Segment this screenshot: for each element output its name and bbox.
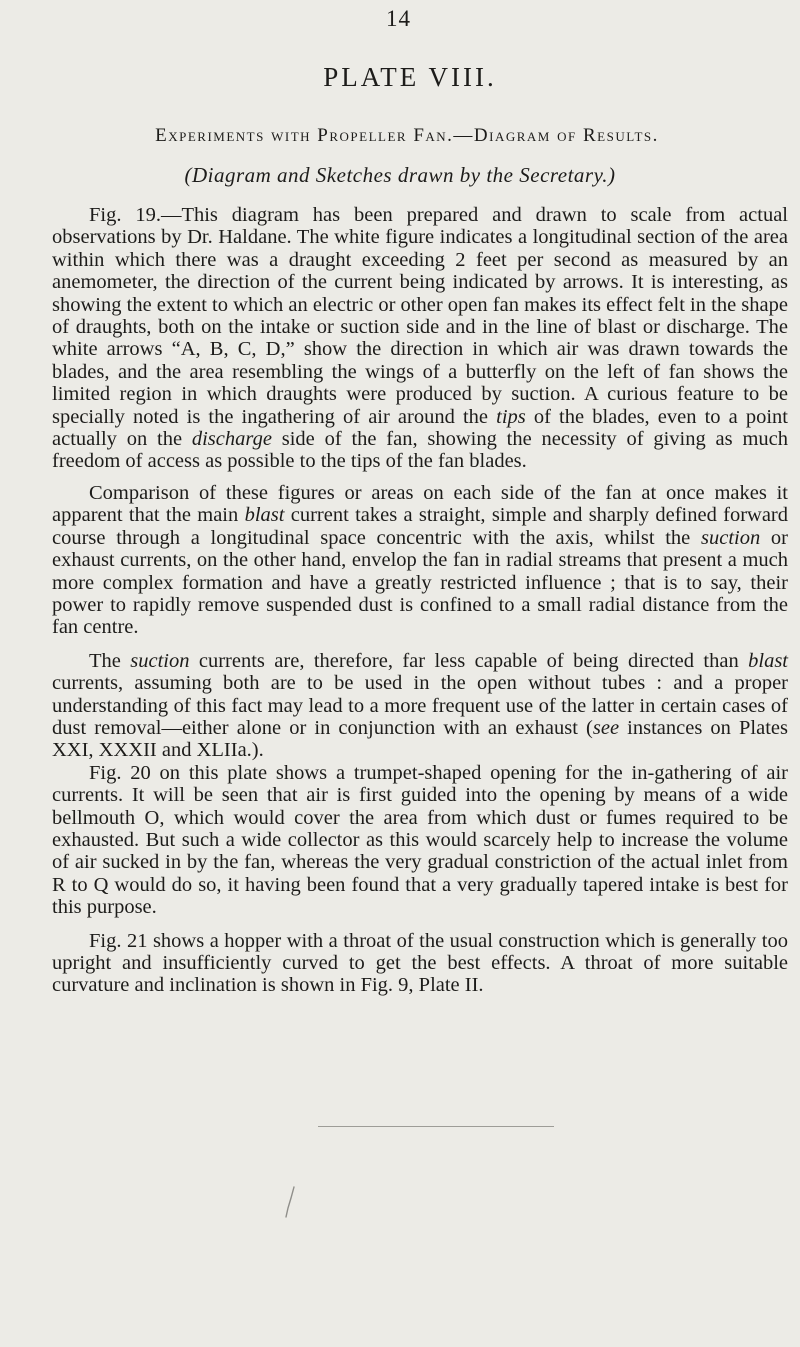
text-run: side of the fan, showing the necessity of giving as much freedom of access as possible to the tips of the fan blades. [52, 428, 788, 473]
text-run: currents are, therefore, far less capable of being directed than [189, 649, 749, 672]
body-text [52, 204, 788, 997]
page-number: 14 [386, 6, 411, 31]
text-run: instances on Plates XXI, XXXII and XLIIa.). [52, 716, 788, 762]
italic-emphasis: blast [748, 649, 788, 672]
text-run: Fig. 20 on this plate shows a trumpet-shaped opening for the in-gathering of air currents. It will be seen that air is first guided into the opening by means of a wide bellmouth O, which would cover the area from which dust or fumes required to be exhausted. But such a wide collector as this would scarcely help to increase the volume of air sucked in by the fan, whereas the very gradual constriction of the actual inlet from R to Q would do so, it having been found that a very gradually tapered intake is best for this purpose. [52, 761, 788, 919]
text-run: The [89, 649, 131, 672]
text-run: currents, assuming both are to be used in the open without tubes : and a proper understanding of this fact may lead to a more frequent use of the latter in certain cases of dust removal—either alone or in conjunction with an exhaust ( [52, 672, 788, 739]
text-run: of the blades, even to a point actually on the [52, 405, 788, 451]
italic-emphasis: see [592, 716, 620, 739]
pencil-mark [284, 1186, 296, 1218]
italic-emphasis: blast [244, 504, 285, 527]
text-run: Comparison of these figures or areas on each side of the fan at once makes it apparent that the main [52, 481, 788, 527]
italic-emphasis: discharge [191, 428, 272, 451]
italic-emphasis: tips [496, 405, 526, 428]
plate-title: PLATE VIII. [323, 62, 497, 92]
paragraph-suction-currents [52, 650, 788, 762]
italic-emphasis: suction [130, 649, 190, 672]
text-run: or exhaust currents, on the other hand, envelop the fan in radial streams that present a much more complex formation and have a greatly restricted influence ; that is to say, their power to rapidly remove suspended dust is confined to a small radial distance from the fan centre. [52, 526, 789, 639]
text-run: Fig. 21 shows a hopper with a throat of the usual construction which is generally too upright and insufficiently curved to get the best effects. A throat of more suitable curvature and inclination is shown in Fig. 9, Plate II. [52, 929, 788, 997]
text-run: Fig. 19.—This diagram has been prepared and drawn to scale from actual observations by Dr. Haldane. The white figure indicates a longitudinal section of the area within which there was a draught exceeding 2 feet per second as measured by an anemometer, the direction of the current being indicated by arrows. It is interesting, as showing the extent to which an electric or other open fan makes its effect felt in the shape of draughts, both on the intake or suction side and in the line of blast or discharge. The white arrows “A, B, C, D,” show the direction in which air was drawn towards the blades, and the area resembling the wings of a butterfly on the left of fan shows the limited region in which draughts were produced by suction. A curious feature to be specially noted is the ingathering of air around the [52, 204, 788, 428]
paragraph-comparison [52, 482, 788, 639]
paragraph-fig-21 [52, 930, 788, 997]
italic-emphasis: suction [701, 526, 761, 549]
paragraph-fig-19 [52, 204, 788, 473]
plate-subtitle: Experiments with Propeller Fan.—Diagram of Results. [155, 125, 659, 146]
diagram-credit: (Diagram and Sketches drawn by the Secretary.) [184, 163, 616, 187]
section-divider [318, 1126, 554, 1127]
text-run: current takes a straight, simple and sharply defined forward course through a longitudinal space concentric with the axis, whilst the [52, 504, 788, 549]
paragraph-fig-20 [52, 762, 788, 919]
